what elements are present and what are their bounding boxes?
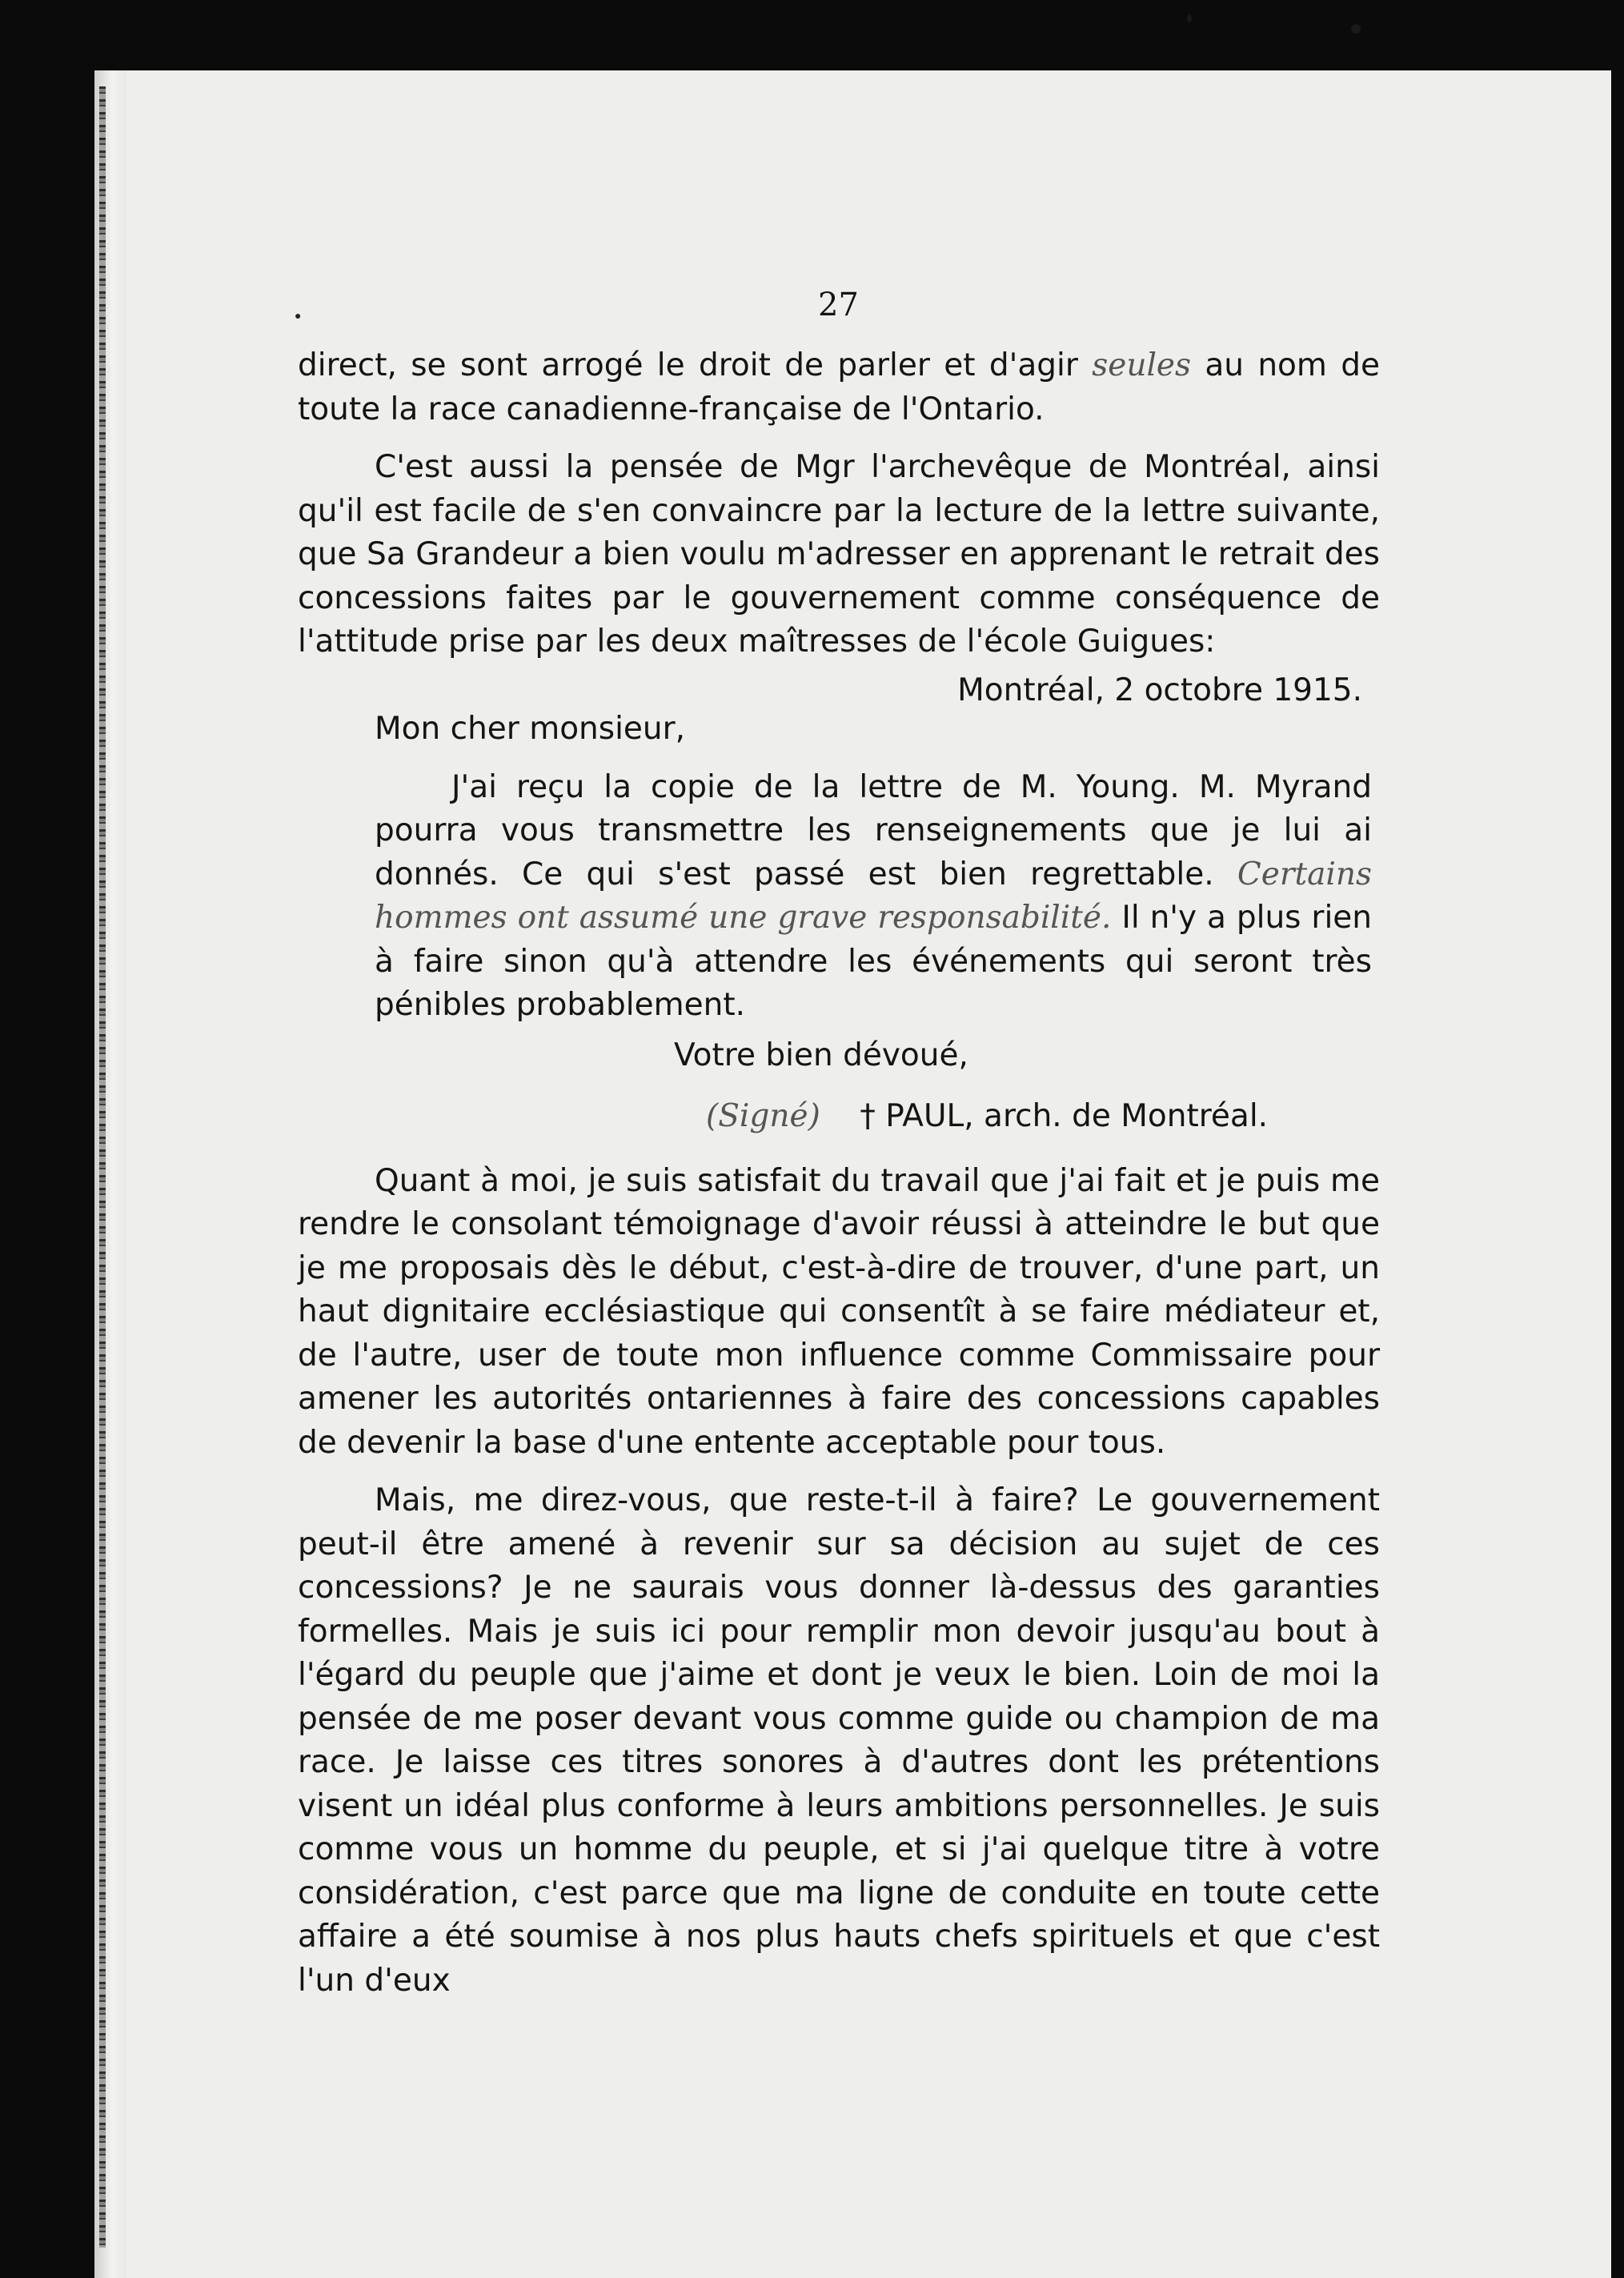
letter-salutation: Mon cher monsieur, [375,711,686,747]
paragraph-intro-letter: C'est aussi la pensée de Mgr l'archevêque de Montréal, ainsi qu'il est facile de s'en convaincre par la lecture de la lettre suivante, que Sa Grandeur a bien voulu m'adresser en apprenant le retrait des concessions faites par le gouvernement comme conséquence de l'attitude prise par les deux maîtresses de l'école Guigues: [298,449,1380,660]
paragraph-whats-next: Mais, me direz-vous, que reste-t-il à faire? Le gouvernement peut-il être amené à revenir sur sa décision au sujet de ces concessions? Je ne saurais vous donner là-dessus des garanties formelles. Mais je suis ici pour remplir mon devoir jusqu'au bout à l'égard du peuple que j'aime et dont je veux le bien. Loin de moi la pensée de me poser devant vous comme guide ou champion de ma race. Je laisse ces titres sonores à d'autres dont les prétentions visent un idéal plus conforme à leurs ambitions personnelles. Je suis comme vous un homme du peuple, et si j'ai quelque titre à votre considération, c'est parce que ma ligne de conduite en toute cette affaire a été soumise à nos plus hauts chefs spirituels et que c'est l'un d'eux [298,1482,1380,1999]
gutter-shadow [99,86,106,2248]
letter-signature: (Signé) † PAUL, arch. de Montréal. [706,1098,1269,1134]
scan-speck [1351,24,1361,34]
letter-body: J'ai reçu la copie de la lettre de M. Young. M. Myrand pourra vous transmettre les renseignements que je lui ai donnés. Ce qui s'est passé est bien regrettable. Certains hommes ont assumé une grave responsabilité. Il n'y a plus rien à faire sinon qu'à attendre les événements qui seront très pénibles probablement. [375,768,1372,1023]
paragraph-continuation: direct, se sont arrogé le droit de parler et d'agir seules au nom de toute la race canadienne-française de l'Ontario. [298,347,1380,427]
emphasis-text: seules [1092,347,1192,383]
emphasis-text: Certains hommes ont assumé une grave responsabilité. [375,856,1372,936]
margin-mark: ● [295,311,302,323]
letter-closing: Votre bien dévoué, [674,1037,968,1073]
scan-speck [1187,14,1192,22]
letter-block [298,766,1380,1028]
letter-date: Montréal, 2 octobre 1915. [957,672,1362,708]
page-body [298,272,1380,2003]
signed-label: (Signé) [706,1098,820,1134]
paragraph-satisfaction: Quant à moi, je suis satisfait du travail que j'ai fait et je puis me rendre le consolant témoignage d'avoir réussi à atteindre le but que je me proposais dès le début, c'est-à-dire de trouver, d'une part, un haut dignitaire ecclésiastique qui consentît à se faire médiateur et, de l'autre, user de toute mon influence comme Commissaire pour amener les autorités ontariennes à faire des concessions capables de devenir la base d'une entente acceptable pour tous. [298,1162,1380,1461]
page-number: 27 [818,287,859,323]
